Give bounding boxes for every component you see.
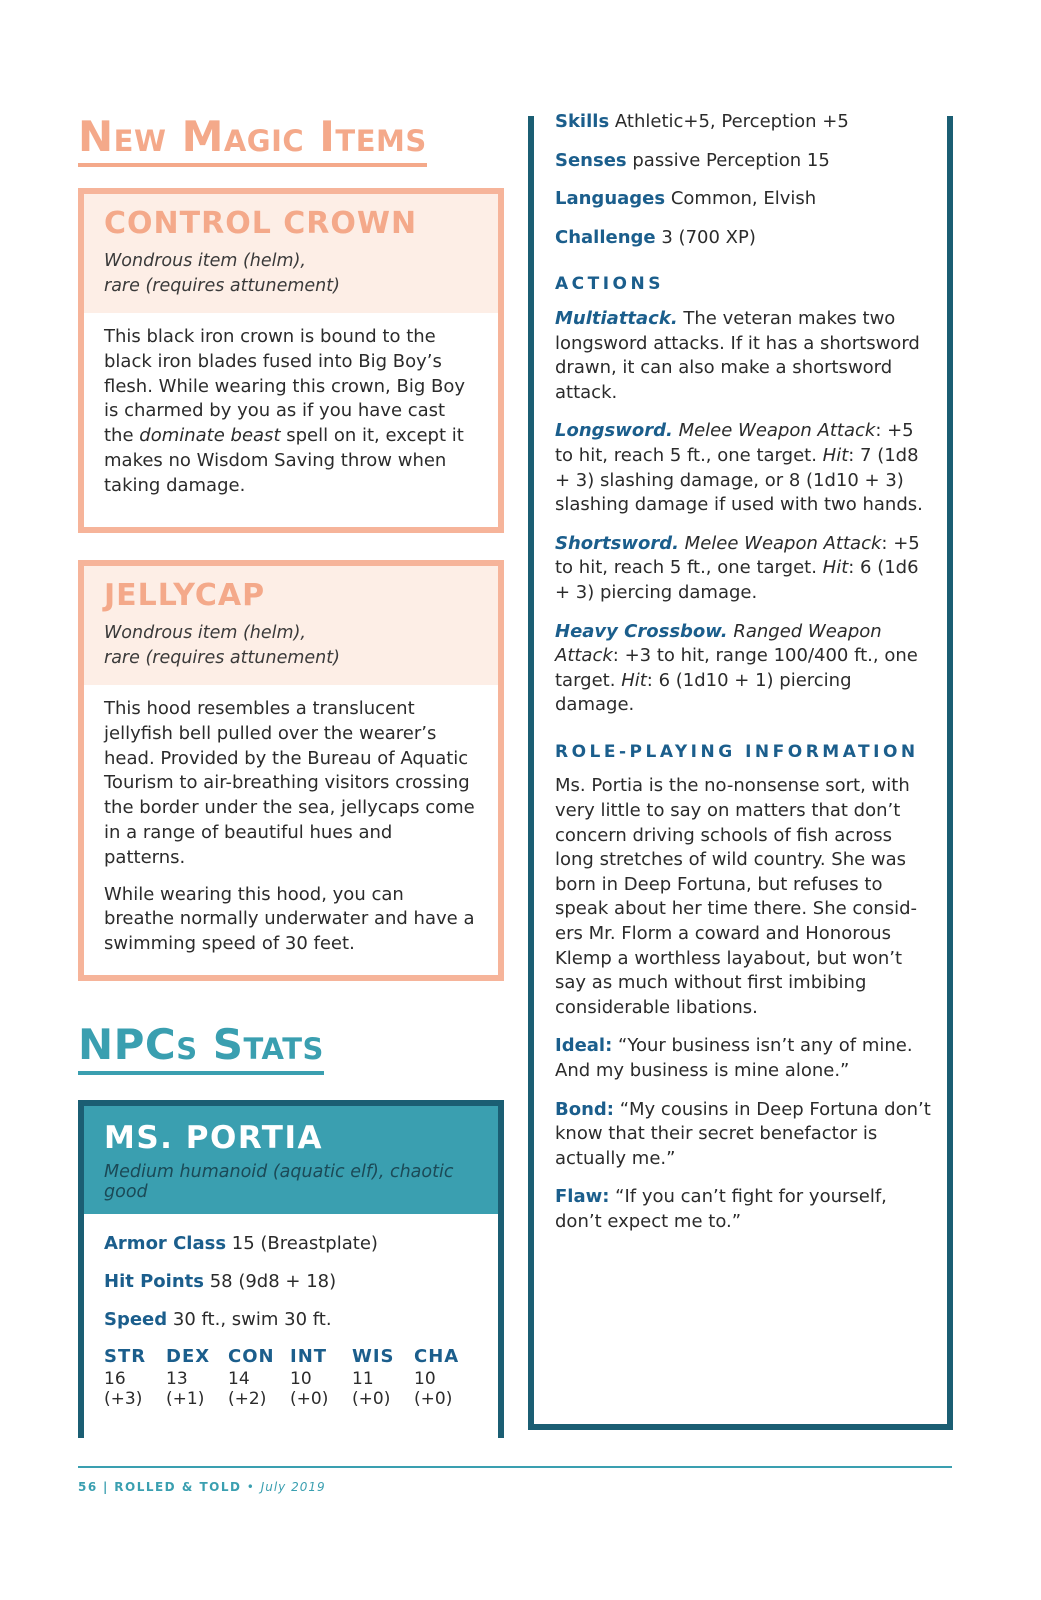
statblock-continued — [555, 110, 935, 1249]
control-crown-description: This black iron crown is bound to the black iron blades fused into Big Boy’s flesh. While wearing this crown, Big Boy is charmed by you as if you have cast the dominate beast spell on it, except it makes no Wisdom Saving throw when taking damage. — [104, 326, 465, 496]
role-playing-text: Ms. Portia is the no-nonsense sort, with very little to say on matters that don’t concern driving schools of fish across long stretches of wild country. She was born in Deep Fortuna, but refuses to speak about her time there. She consid-ers Mr. Florm a coward and Honorous Klemp a worthless layabout, but won’t say as much without first imbibing considerable libations. — [555, 775, 918, 1018]
npcs-stats-heading: NPCs Stats — [78, 1020, 324, 1075]
languages: Languages Common, Elvish — [555, 188, 817, 210]
page-footer: 56 | ROLLED & TOLD • July 2019 — [78, 1480, 326, 1494]
magazine-name: ROLLED & TOLD — [114, 1480, 242, 1494]
ms-portia-statblock — [78, 1100, 504, 1438]
role-playing-heading: ROLE-PLAYING INFORMATION — [555, 741, 919, 762]
jellycap-title: JELLYCAP — [104, 578, 266, 613]
jellycap-card — [78, 560, 504, 981]
footer-divider — [78, 1466, 952, 1468]
armor-class: Armor Class 15 (Breastplate) — [104, 1233, 378, 1254]
control-crown-title: CONTROL CROWN — [104, 206, 418, 241]
control-crown-type: Wondrous item (helm), rare (requires attunement) — [104, 251, 340, 296]
ability-int: INT 10 (+0) — [290, 1346, 329, 1409]
jellycap-type: Wondrous item (helm), rare (requires attunement) — [104, 623, 340, 668]
ms-portia-header — [84, 1106, 498, 1214]
bond: Bond: “My cousins in Deep Fortuna don’t know that their secret benefactor is actually me.” — [555, 1098, 931, 1169]
action-multiattack: Multiattack. The veteran makes two longsword attacks. If it has a shortsword drawn, it can also make a shortsword attack. — [555, 307, 920, 403]
ability-scores — [104, 1346, 478, 1409]
skills: Skills Athletic+5, Perception +5 — [555, 111, 849, 132]
ability-cha: CHA 10 (+0) — [414, 1346, 460, 1409]
ms-portia-name: MS. PORTIA — [104, 1120, 323, 1156]
actions-heading: ACTIONS — [555, 274, 664, 295]
ability-dex: DEX 13 (+1) — [166, 1346, 211, 1409]
jellycap-paragraph-2: While wearing this hood, you can breathe normally underwater and have a swimming speed of 30 feet. — [104, 883, 475, 955]
speed: Speed 30 ft., swim 30 ft. — [104, 1309, 332, 1330]
ability-str: STR 16 (+3) — [104, 1346, 147, 1409]
control-crown-header — [84, 194, 498, 313]
senses: Senses passive Perception 15 — [555, 149, 830, 171]
jellycap-description — [84, 685, 498, 957]
ability-con: CON 14 (+2) — [228, 1346, 275, 1409]
ideal: Ideal: “Your business isn’t any of mine. And my business is mine alone.” — [555, 1035, 913, 1081]
hit-points: Hit Points 58 (9d8 + 18) — [104, 1271, 337, 1292]
magic-items-heading: New Magic Items — [78, 112, 427, 167]
ms-portia-type: Medium humanoid (aquatic elf), chaotic good — [104, 1162, 454, 1202]
control-crown-card — [78, 188, 504, 533]
issue-date: July 2019 — [260, 1480, 326, 1494]
ability-wis: WIS 11 (+0) — [352, 1346, 395, 1409]
action-longsword: Longsword. Melee Weapon Attack: +5 to hit, reach 5 ft., one target. Hit: 7 (1d8 + 3) slashing damage, or 8 (1d10 + 3) slashing damage if used with two hands. — [555, 420, 923, 516]
flaw: Flaw: “If you can’t fight for yourself, don’t expect me to.” — [555, 1186, 887, 1232]
jellycap-header — [84, 566, 498, 685]
action-heavy-crossbow: Heavy Crossbow. Ranged Weapon Attack: +3 to hit, range 100/400 ft., one target. Hit: 6 (1d10 + 1) piercing damage. — [555, 620, 918, 716]
page-number: 56 — [78, 1480, 98, 1494]
action-shortsword: Shortsword. Melee Weapon Attack: +5 to hit, reach 5 ft., one target. Hit: 6 (1d6 + 3) piercing damage. — [555, 532, 920, 603]
challenge: Challenge 3 (700 XP) — [555, 226, 756, 248]
jellycap-paragraph-1: This hood resembles a translucent jellyfish bell pulled over the wearer’s head. Provided by the Bureau of Aquatic Tourism to air-breathing visitors crossing the border under the sea, jellycaps come in a range of beautiful hues and patterns. — [104, 698, 475, 868]
